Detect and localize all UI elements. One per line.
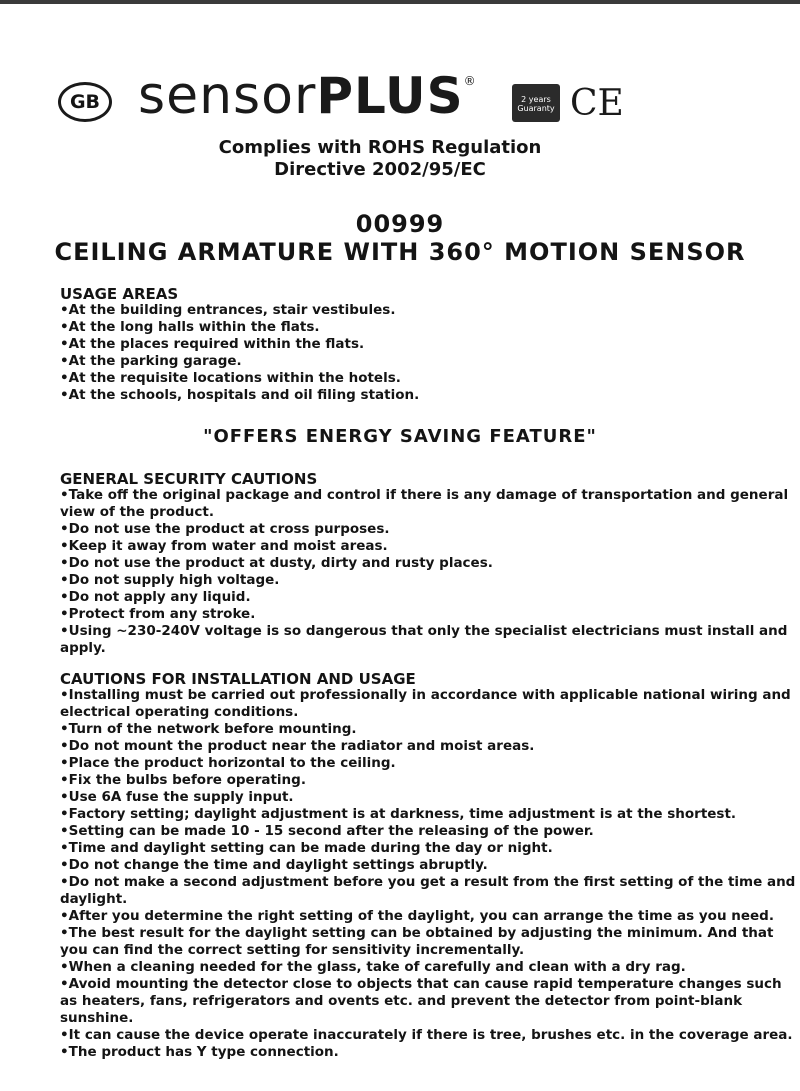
list-item: • Do not make a second adjustment before you get a result from the first setting of the time and daylight. (60, 874, 800, 908)
product-code: 00999 (355, 210, 445, 238)
list-item: • Setting can be made 10 - 15 second after the releasing of the power. (60, 823, 800, 840)
ce-mark: CE (570, 83, 624, 124)
list-item: • At the long halls within the flats. (60, 319, 800, 336)
security-list (60, 487, 800, 657)
list-item: • Do not mount the product near the radiator and moist areas. (60, 738, 800, 755)
list-item: • At the places required within the flats. (60, 336, 800, 353)
scan-edge (0, 0, 800, 4)
brand-header (58, 66, 758, 134)
list-item: • At the schools, hospitals and oil filing station. (60, 387, 800, 404)
warranty-years: 2 years (521, 95, 551, 104)
brand-logo (138, 66, 477, 126)
slogan: "OFFERS ENERGY SAVING FEATURE" (203, 426, 597, 447)
brand-plus: PLUS (316, 67, 464, 125)
list-item: • Time and daylight setting can be made during the day or night. (60, 840, 800, 857)
list-item: • Do not supply high voltage. (60, 572, 800, 589)
list-item: • Protect from any stroke. (60, 606, 800, 623)
security-heading: GENERAL SECURITY CAUTIONS (60, 470, 318, 488)
list-item: • When a cleaning needed for the glass, take of carefully and clean with a dry rag. (60, 959, 800, 976)
list-item: • Do not use the product at dusty, dirty and rusty places. (60, 555, 800, 572)
usage-list (60, 302, 800, 404)
country-badge: GB (58, 82, 112, 122)
list-item: • The best result for the daylight setting can be obtained by adjusting the minimum. And that you can find the correct setting for sensitivity incrementally. (60, 925, 800, 959)
product-title: CEILING ARMATURE WITH 360° MOTION SENSOR (54, 238, 746, 266)
list-item: • At the building entrances, stair vestibules. (60, 302, 800, 319)
list-item: • After you determine the right setting of the daylight, you can arrange the time as you need. (60, 908, 800, 925)
list-item: • At the parking garage. (60, 353, 800, 370)
list-item: • Use 6A fuse the supply input. (60, 789, 800, 806)
list-item: • Installing must be carried out professionally in accordance with applicable national wiring and electrical operating conditions. (60, 687, 800, 721)
list-item: • The product has Y type connection. (60, 1044, 800, 1061)
warranty-label: Guaranty (517, 104, 555, 113)
installation-list (60, 687, 800, 1061)
list-item: • Do not change the time and daylight settings abruptly. (60, 857, 800, 874)
list-item: • Factory setting; daylight adjustment is at darkness, time adjustment is at the shortest. (60, 806, 800, 823)
registered-mark: ® (463, 74, 477, 88)
warranty-badge (512, 84, 560, 122)
list-item: • Fix the bulbs before operating. (60, 772, 800, 789)
installation-heading: CAUTIONS FOR INSTALLATION AND USAGE (60, 670, 416, 688)
compliance-line2: Directive 2002/95/EC (274, 159, 486, 180)
usage-heading: USAGE AREAS (60, 285, 179, 303)
list-item: • Using ~230-240V voltage is so dangerous that only the specialist electricians must install and apply. (60, 623, 800, 657)
list-item: • Avoid mounting the detector close to objects that can cause rapid temperature changes such as heaters, fans, refrigerators and ovents etc. and prevent the detector from point-blank sunshine. (60, 976, 800, 1027)
compliance-line1: Complies with ROHS Regulation (218, 137, 542, 158)
list-item: • It can cause the device operate inaccurately if there is tree, brushes etc. in the coverage area. (60, 1027, 800, 1044)
list-item: • Take off the original package and control if there is any damage of transportation and general view of the product. (60, 487, 800, 521)
list-item: • At the requisite locations within the hotels. (60, 370, 800, 387)
list-item: • Do not apply any liquid. (60, 589, 800, 606)
brand-main: sensor (138, 66, 317, 126)
list-item: • Keep it away from water and moist areas. (60, 538, 800, 555)
list-item: • Place the product horizontal to the ceiling. (60, 755, 800, 772)
list-item: • Do not use the product at cross purposes. (60, 521, 800, 538)
list-item: • Turn of the network before mounting. (60, 721, 800, 738)
